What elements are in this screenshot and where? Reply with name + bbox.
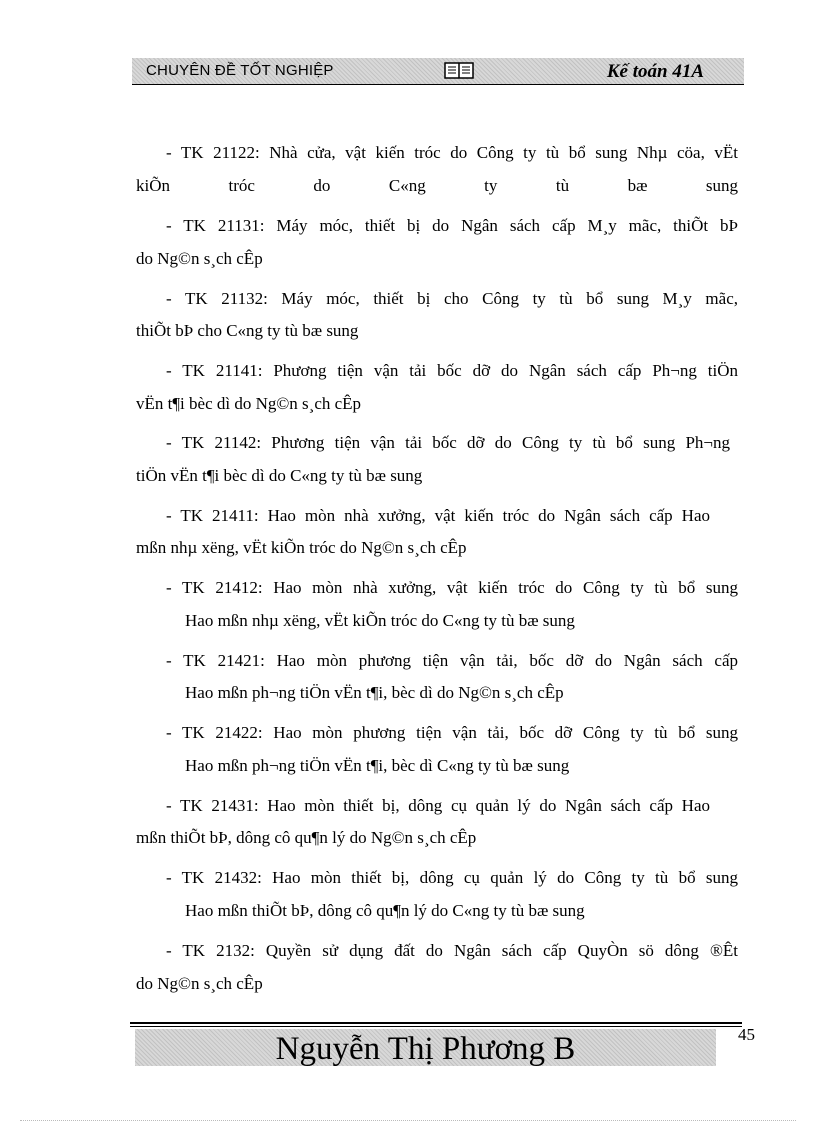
text-line: - TK 21422: Hao mòn phương tiện vận tải, bốc dỡ Công ty tù bổ sung bbox=[166, 723, 738, 742]
text-line: mßn thiÕt bÞ, dông cô qu¶n lý do Ng©n s¸ch cÊp bbox=[136, 828, 477, 847]
text-line: do Ng©n s¸ch cÊp bbox=[136, 249, 263, 268]
text-line: - TK 2132: Quyền sử dụng đất do Ngân sách cấp QuyÒn sö dông ®Êt bbox=[166, 941, 738, 960]
text-line: mßn nhµ xëng, vËt kiÕn tróc do Ng©n s¸ch cÊp bbox=[136, 538, 467, 557]
text-line: - TK 21411: Hao mòn nhà xưởng, vật kiến tróc do Ngân sách cấp Hao bbox=[166, 506, 710, 525]
text-line: - TK 21421: Hao mòn phương tiện vận tải, bốc dỡ do Ngân sách cấp bbox=[166, 651, 738, 670]
text-line: - TK 21431: Hao mòn thiết bị, dông cụ quản lý do Ngân sách cấp Hao bbox=[166, 796, 710, 815]
text-line: - TK 21432: Hao mòn thiết bị, dông cụ quản lý do Công ty tù bổ sung bbox=[166, 868, 738, 887]
header-title: CHUYÊN ĐỀ TỐT NGHIỆP bbox=[146, 62, 334, 79]
text-line: vËn t¶i bèc dì do Ng©n s¸ch cÊp bbox=[136, 394, 362, 413]
footer-divider-thin bbox=[130, 1026, 742, 1027]
text-line: - TK 21132: Máy móc, thiết bị cho Công ty tù bổ sung M¸y mãc, bbox=[166, 289, 738, 308]
text-line: - TK 21412: Hao mòn nhà xưởng, vật kiến tróc do Công ty tù bổ sung bbox=[166, 578, 738, 597]
text-line: Hao mßn ph¬ng tiÖn vËn t¶i, bèc dì C«ng ty tù bæ sung bbox=[185, 756, 570, 775]
text-line: - TK 21122: Nhà cửa, vật kiến tróc do Công ty tù bổ sung Nhµ cöa, vËt bbox=[166, 143, 738, 162]
author-name: Nguyễn Thị Phương B bbox=[135, 1029, 716, 1066]
text-line: do Ng©n s¸ch cÊp bbox=[136, 974, 263, 993]
text-line: tiÖn vËn t¶i bèc dì do C«ng ty tù bæ sung bbox=[136, 466, 423, 485]
text-line: - TK 21141: Phương tiện vận tải bốc dỡ do Ngân sách cấp Ph¬ng tiÖn bbox=[166, 361, 738, 380]
text-line: - TK 21131: Máy móc, thiết bị do Ngân sách cấp M¸y mãc, thiÕt bÞ bbox=[166, 216, 738, 235]
text-line: Hao mßn nhµ xëng, vËt kiÕn tróc do C«ng ty tù bæ sung bbox=[185, 611, 575, 630]
page-number: 45 bbox=[738, 1025, 755, 1044]
page-bottom-border bbox=[20, 1120, 796, 1121]
text-line: kiÕn tróc do C«ng ty tù bæ sung bbox=[136, 176, 738, 195]
text-line: - TK 21142: Phương tiện vận tải bốc dỡ do Công ty tù bổ sung Ph¬ng bbox=[166, 433, 730, 452]
footer-divider bbox=[130, 1022, 742, 1024]
text-line: Hao mßn thiÕt bÞ, dông cô qu¶n lý do C«ng ty tù bæ sung bbox=[185, 901, 585, 920]
text-line: Hao mßn ph¬ng tiÖn vËn t¶i, bèc dì do Ng©n s¸ch cÊp bbox=[185, 683, 564, 702]
header-class-label: Kế toán 41A bbox=[606, 61, 704, 82]
text-line: thiÕt bÞ cho C«ng ty tù bæ sung bbox=[136, 321, 359, 340]
